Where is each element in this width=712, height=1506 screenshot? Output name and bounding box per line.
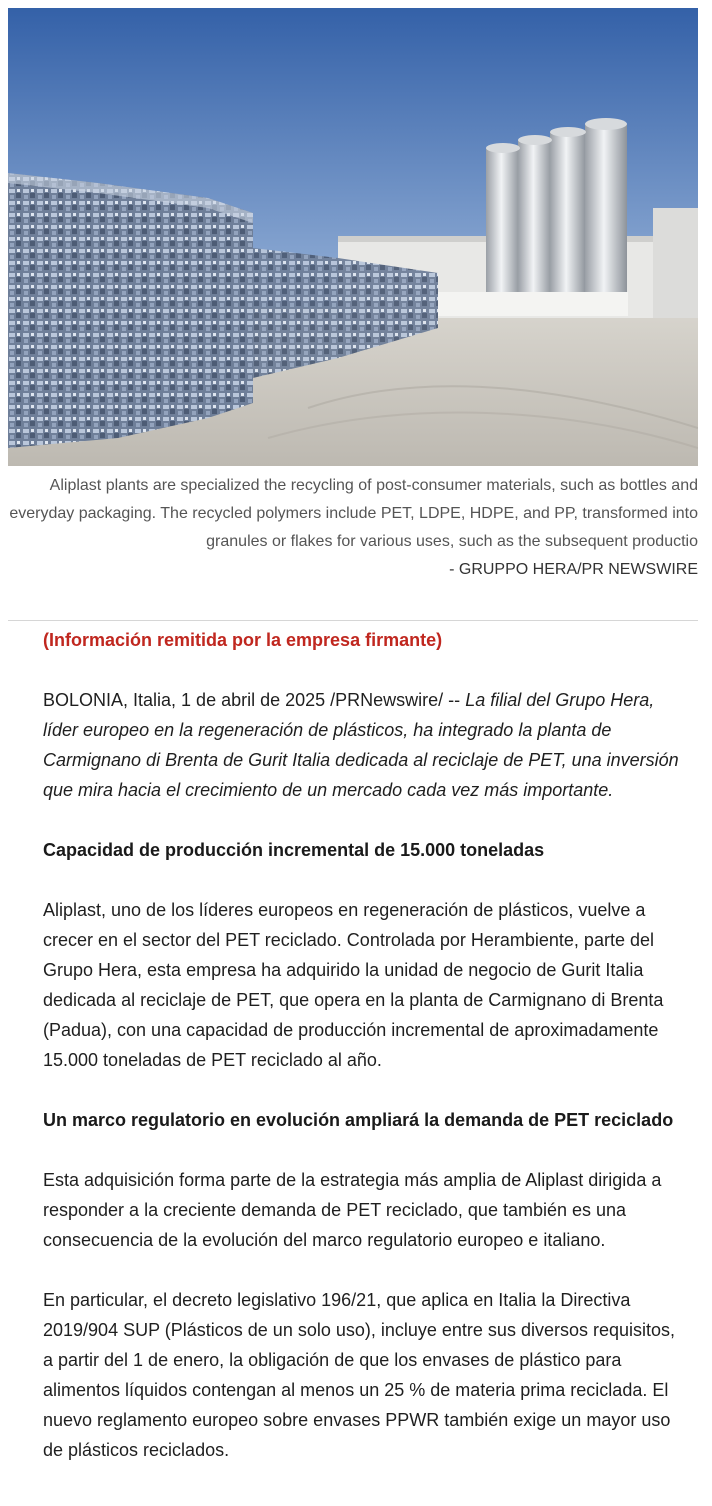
caption-credit: - GRUPPO HERA/PR NEWSWIRE bbox=[449, 561, 698, 578]
dateline: BOLONIA, Italia, 1 de abril de 2025 /PRNewswire/ -- bbox=[43, 690, 466, 710]
recycling-plant-image bbox=[8, 8, 698, 466]
paragraph-aliplast-acquisition: Aliplast, uno de los líderes europeos en regeneración de plásticos, vuelve a crecer en el sector del PET reciclado. Controlada por Herambiente, parte del Grupo Hera, esta empresa ha adquirido la unidad de negocio de Gurit Italia dedicada al reciclaje de PET, que opera en la planta de Carmignano di Brenta (Padua), con una capacidad de producción incremental de aproximadamente 15.000 toneladas de PET reciclado al año. bbox=[43, 900, 664, 1070]
article-body bbox=[43, 625, 683, 1495]
article-photo bbox=[8, 8, 698, 466]
image-caption bbox=[8, 472, 698, 584]
caption-text: Aliplast plants are specialized the recycling of post-consumer materials, such as bottles and everyday packaging. The recycled polymers include PET, LDPE, HDPE, and PP, transformed into granules or flakes for various uses, such as the subsequent productio bbox=[9, 477, 698, 550]
paragraph-strategy: Esta adquisición forma parte de la estrategia más amplia de Aliplast dirigida a responder a la creciente demanda de PET reciclado, que también es una consecuencia de la evolución del marco regulatorio europeo e italiano. bbox=[43, 1170, 662, 1250]
lead-paragraph bbox=[43, 685, 683, 805]
sponsored-notice: (Información remitida por la empresa firmante) bbox=[43, 630, 443, 650]
subheading-production-capacity: Capacidad de producción incremental de 15.000 toneladas bbox=[43, 840, 545, 860]
paragraph-legislative-decree: En particular, el decreto legislativo 196/21, que aplica en Italia la Directiva 2019/904 SUP (Plásticos de un solo uso), incluye entre sus diversos requisitos, a partir del 1 de enero, la obligación de que los envases de plástico para alimentos líquidos contengan al menos un 25 % de materia prima reciclada. El nuevo reglamento europeo sobre envases PPWR también exige un mayor uso de plásticos reciclados. bbox=[43, 1290, 676, 1460]
divider bbox=[8, 620, 698, 621]
lead-text: La filial del Grupo Hera, líder europeo en la regeneración de plásticos, ha integrado la planta de Carmignano di Brenta de Gurit Italia dedicada al reciclaje de PET, una inversión que mira hacia el crecimiento de un mercado cada vez más importante. bbox=[43, 690, 679, 800]
subheading-regulatory-framework: Un marco regulatorio en evolución ampliará la demanda de PET reciclado bbox=[43, 1110, 674, 1130]
